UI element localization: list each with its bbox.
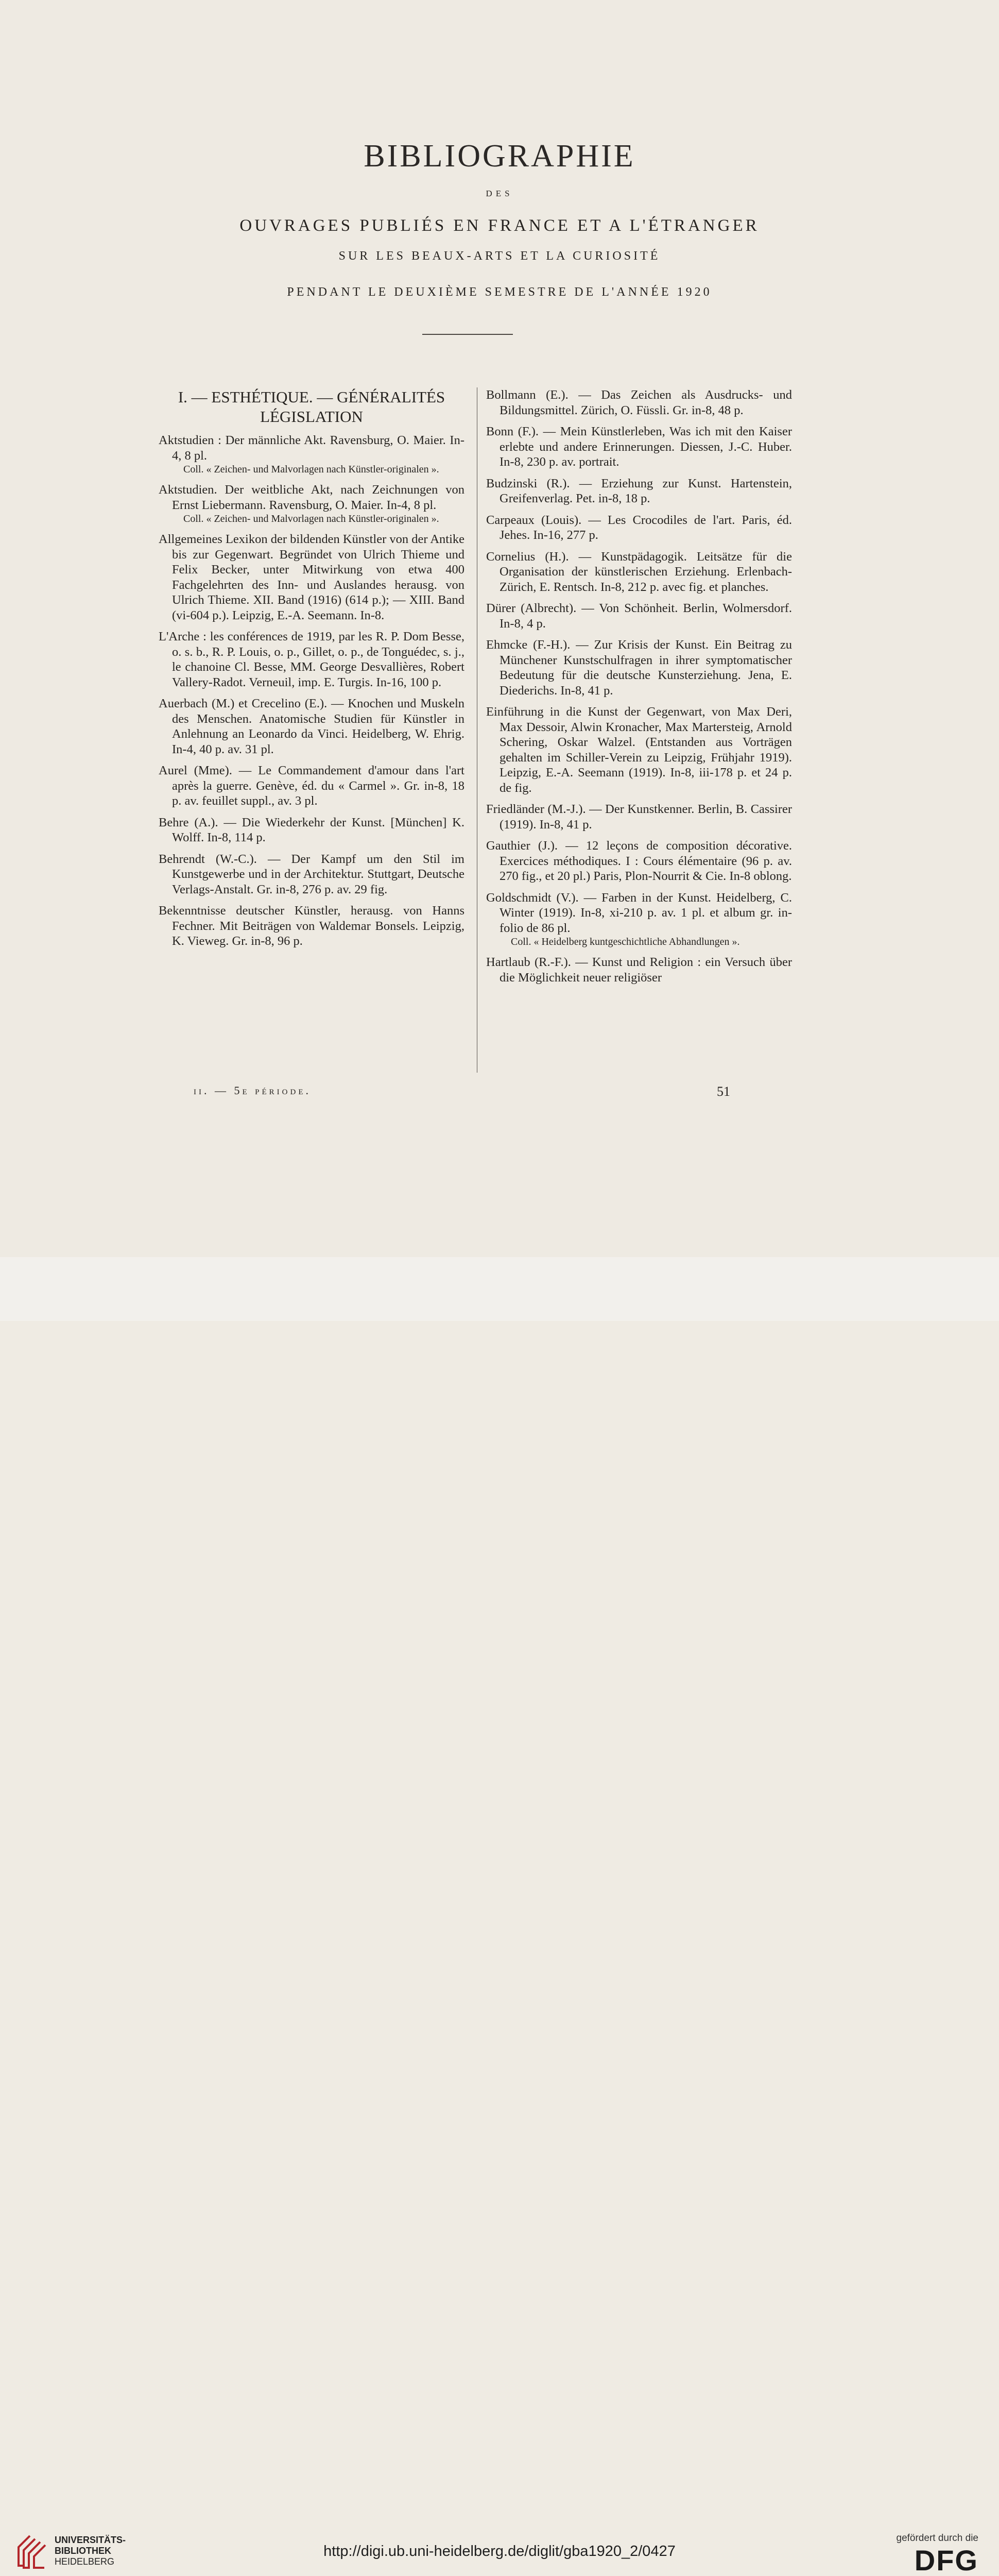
bibliography-entry: Gauthier (J.). — 12 leçons de composition décorative. Exercices méthodiques. I : Cours élémentaire (96 p. av. 270 fig., et 20 pl.) Paris, Plon-Nourrit & Cie. In-8 oblong. — [486, 839, 792, 883]
section-title-line-2: LÉGISLATION — [260, 408, 363, 426]
bibliography-entry: Cornelius (H.). — Kunstpädagogik. Leitsätze für die Organisation der künstlerischen Erziehung. Erlenbach-Zürich, E. Rentsch. In-8, 212 p. avec fig. et planches. — [486, 549, 792, 594]
bibliography-entry: Allgemeines Lexikon der bildenden Künstler von der Antike bis zur Gegenwart. Begründet von Ulrich Thieme und Felix Becker, unter Mitwirkung von etwa 400 Fachgelehrten des Inn- und Auslandes herausg. von Ulrich Thieme. XII. Band (1916) (614 p.); — XIII. Band (vi-604 p.). Leipzig, E.-A. Seemann. In-8. — [159, 532, 464, 622]
collection-note: Coll. « Zeichen- und Malvorlagen nach Künstler-originalen ». — [183, 513, 439, 524]
collection-note: Coll. « Zeichen- und Malvorlagen nach Künstler-originalen ». — [183, 464, 439, 475]
section-title — [159, 387, 464, 427]
bibliography-entry: Auerbach (M.) et Crecelino (E.). — Knochen und Muskeln des Menschen. Anatomische Studien für Künstler in Anlehnung an Leonardo da Vinci. Heidelberg, W. Ehrig. In-4, 40 p. av. 31 pl. — [159, 697, 464, 756]
permalink-url[interactable]: http://digi.ub.uni-heidelberg.de/diglit/gba1920_2/0427 — [323, 2543, 676, 2560]
bibliography-entry: Aktstudien : Der männliche Akt. Ravensburg, O. Maier. In-4, 8 pl. — [159, 433, 464, 463]
dfg-logo[interactable]: DFG — [914, 2544, 978, 2576]
left-column — [159, 387, 464, 955]
bibliography-entry: Aurel (Mme). — Le Commandement d'amour dans l'art après la guerre. Genève, éd. du « Carmel ». Gr. in-8, 18 p. av. feuillet suppl., av. 3 pl. — [159, 764, 464, 808]
bibliography-entry: Behre (A.). — Die Wiederkehr der Kunst. [München] K. Wolff. In-8, 114 p. — [159, 815, 464, 844]
signature-mark: ii. — 5e période. — [194, 1084, 311, 1097]
institution-line-3: HEIDELBERG — [55, 2556, 115, 2567]
institution-line-1: UNIVERSITÄTS- — [55, 2535, 126, 2545]
subtitle-des: DES — [486, 189, 513, 198]
subtitle-line-3: PENDANT LE DEUXIÈME SEMESTRE DE L'ANNÉE 1920 — [287, 285, 712, 299]
bibliography-entry: Hartlaub (R.-F.). — Kunst und Religion : ein Versuch über die Möglichkeit neuer religiöser — [486, 955, 792, 985]
bibliography-entry: L'Arche : les conférences de 1919, par les R. P. Dom Besse, o. s. b., R. P. Louis, o. p., Gillet, o. p., de Tonguédec, s. j., le chanoine Cl. Besse, MM. George Desvallières, Robert Vallery-Radot. Verneuil, imp. E. Turgis. In-16, 100 p. — [159, 630, 464, 689]
bibliography-entry: Bonn (F.). — Mein Künstlerleben, Was ich mit den Kaiser erlebte und andere Erinnerungen. Diessen, J.-C. Huber. In-8, 230 p. av. portrait. — [486, 425, 792, 469]
title-rule — [422, 334, 513, 335]
section-title-line-1: I. — ESTHÉTIQUE. — GÉNÉRALITÉS — [178, 388, 445, 406]
bibliography-entry: Goldschmidt (V.). — Farben in der Kunst. Heidelberg, C. Winter (1919). In-8, xi-210 p. av. 1 pl. et album gr. in-folio de 86 pl. — [486, 890, 792, 935]
bibliography-entry: Einführung in die Kunst der Gegenwart, von Max Deri, Max Dessoir, Alwin Kronacher, Max Martersteig, Arnold Schering, Oskar Walzel. (Entstanden aus Vorträgen gehalten im Schiller-Verein zu Leipzig, Frühjahr 1919). Leipzig, E.-A. Seemann (1919). In-8, iii-178 p. et 24 p. de fig. — [486, 705, 792, 795]
page-number: 51 — [717, 1084, 730, 1099]
bibliography-entry: Friedländer (M.-J.). — Der Kunstkenner. Berlin, B. Cassirer (1919). In-8, 41 p. — [486, 802, 792, 832]
bibliography-entry: Behrendt (W.-C.). — Der Kampf um den Stil im Kunstgewerbe und in der Architektur. Stuttgart, Deutsche Verlags-Anstalt. Gr. in-8, 276 p. av. 29 fig. — [159, 852, 464, 896]
bibliography-entry: Ehmcke (F.-H.). — Zur Krisis der Kunst. Ein Beitrag zu Münchener Kunstschulfragen in ihrer symptomatischer Bedeutung für die deutsche Kunsterziehung. Jena, E. Diederichs. In-8, 41 p. — [486, 638, 792, 698]
bibliography-entry: Bollmann (E.). — Das Zeichen als Ausdrucks- und Bildungsmittel. Zürich, O. Füssli. Gr. in-8, 48 p. — [486, 388, 792, 417]
viewer-footer-bar — [0, 1257, 999, 2576]
page-title: BIBLIOGRAPHIE — [364, 139, 635, 174]
collection-note: Coll. « Heidelberg kuntgeschichtliche Abhandlungen ». — [511, 936, 740, 947]
subtitle-line-2: SUR LES BEAUX-ARTS ET LA CURIOSITÉ — [338, 249, 661, 263]
bibliography-entry: Aktstudien. Der weitbliche Akt, nach Zeichnungen von Ernst Liebermann. Ravensburg, O. Maier. In-4, 8 pl. — [159, 483, 464, 512]
subtitle-line-1: OUVRAGES PUBLIÉS EN FRANCE ET A L'ÉTRANGER — [239, 216, 760, 235]
bibliography-entry: Bekenntnisse deutscher Künstler, herausg. von Hanns Fechner. Mit Beiträgen von Waldemar Bonsels. Leipzig, K. Vieweg. Gr. in-8, 96 p. — [159, 904, 464, 948]
institution-line-2: BIBLIOTHEK — [55, 2546, 111, 2556]
bibliography-entry: Budzinski (R.). — Erziehung zur Kunst. Hartenstein, Greifenverlag. Pet. in-8, 18 p. — [486, 476, 792, 505]
funding-label: gefördert durch die — [896, 2533, 978, 2544]
bibliography-entry: Dürer (Albrecht). — Von Schönheit. Berlin, Wolmersdorf. In-8, 4 p. — [486, 601, 792, 631]
right-column — [486, 387, 792, 991]
bibliography-entry: Carpeaux (Louis). — Les Crocodiles de l'art. Paris, éd. Jehes. In-16, 277 p. — [486, 513, 792, 542]
scanned-page — [0, 0, 999, 1257]
